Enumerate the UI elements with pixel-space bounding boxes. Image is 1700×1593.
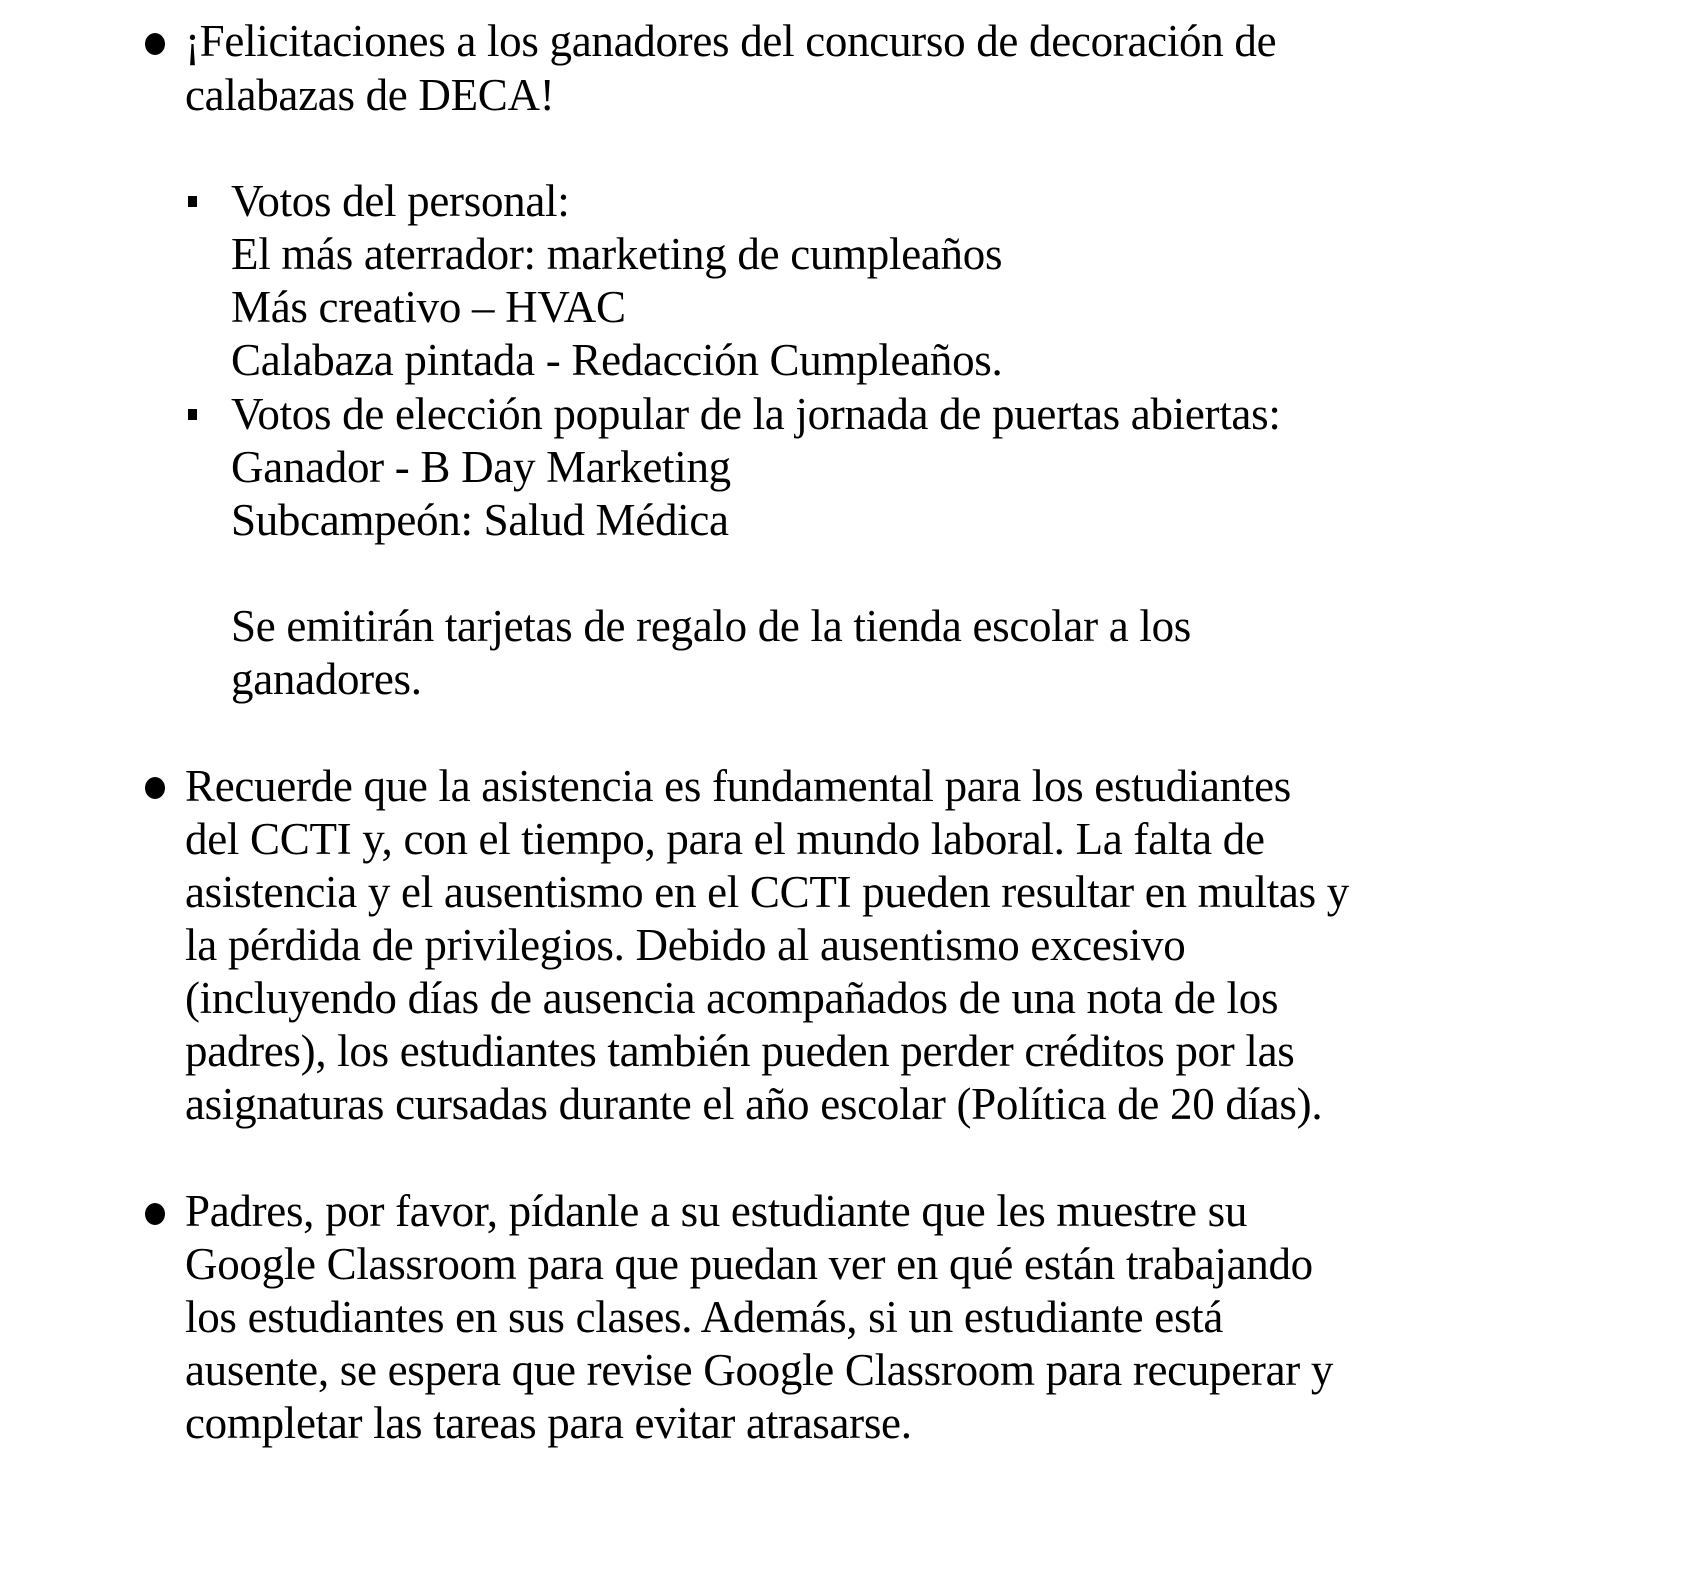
popular-vote-winner: Ganador - B Day Marketing — [231, 442, 731, 492]
attendance-text-line: Recuerde que la asistencia es fundamental para los estudiantes — [185, 761, 1291, 811]
classroom-text-line: los estudiantes en sus clases. Además, si un estudiante está — [185, 1292, 1224, 1342]
classroom-text-line: completar las tareas para evitar atrasarse. — [185, 1398, 912, 1448]
attendance-text-line: del CCTI y, con el tiempo, para el mundo laboral. La falta de — [185, 814, 1265, 864]
staff-vote-most-creative: Más creativo – HVAC — [231, 282, 626, 332]
gift-card-note-line: Se emitirán tarjetas de regalo de la tienda escolar a los — [231, 601, 1191, 651]
announcement-text-line: calabazas de DECA! — [185, 70, 555, 120]
bullet-square-icon — [188, 196, 197, 207]
bullet-circle-icon — [145, 33, 165, 55]
staff-vote-scariest: El más aterrador: marketing de cumpleaños — [231, 229, 1003, 279]
bullet-circle-icon — [145, 777, 165, 799]
classroom-text-line: Google Classroom para que puedan ver en qué están trabajando — [185, 1239, 1313, 1289]
popular-vote-runner-up: Subcampeón: Salud Médica — [231, 495, 729, 545]
classroom-text-line: ausente, se espera que revise Google Classroom para recuperar y — [185, 1345, 1334, 1395]
attendance-text-line: padres), los estudiantes también pueden perder créditos por las — [185, 1026, 1295, 1076]
gift-card-note-line: ganadores. — [231, 654, 422, 704]
attendance-text-line: (incluyendo días de ausencia acompañados de una nota de los — [185, 973, 1279, 1023]
attendance-text-line: asignaturas cursadas durante el año escolar (Política de 20 días). — [185, 1079, 1323, 1129]
bullet-circle-icon — [145, 1203, 165, 1225]
bullet-square-icon — [188, 409, 197, 420]
attendance-text-line: la pérdida de privilegios. Debido al ausentismo excesivo — [185, 920, 1186, 970]
attendance-text-line: asistencia y el ausentismo en el CCTI pueden resultar en multas y — [185, 867, 1349, 917]
staff-votes-heading: Votos del personal: — [231, 176, 570, 226]
announcement-text-line: ¡Felicitaciones a los ganadores del concurso de decoración de — [185, 16, 1277, 66]
classroom-text-line: Padres, por favor, pídanle a su estudiante que les muestre su — [185, 1186, 1248, 1236]
popular-votes-heading: Votos de elección popular de la jornada de puertas abiertas: — [231, 389, 1281, 439]
staff-vote-painted-pumpkin: Calabaza pintada - Redacción Cumpleaños. — [231, 335, 1003, 385]
